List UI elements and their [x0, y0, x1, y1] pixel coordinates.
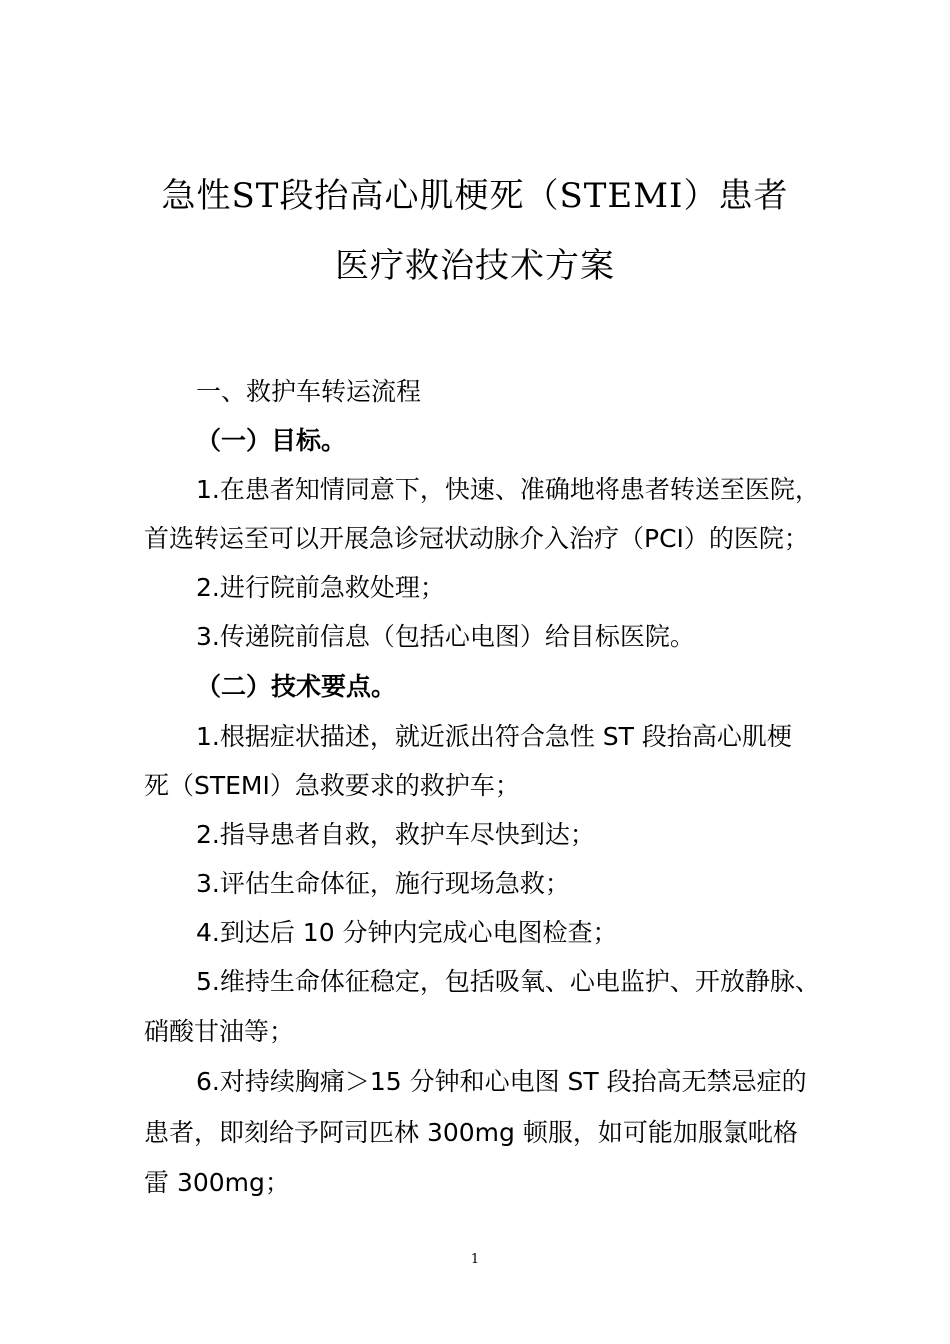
- key-point-6-line-1: 6.对持续胸痛＞15 分钟和心电图 ST 段抬高无禁忌症的: [196, 1067, 807, 1096]
- key-point-3: 3.评估生命体征，施行现场急救；: [196, 869, 570, 898]
- subsection-heading-goals: （一）目标。: [196, 426, 347, 455]
- subsection-heading-key-points: （二）技术要点。: [196, 672, 397, 701]
- key-point-6-line-2: 患者，即刻给予阿司匹林 300mg 顿服，如可能加服氯吡格: [144, 1118, 798, 1147]
- key-point-5-line-2: 硝酸甘油等；: [144, 1017, 295, 1046]
- goal-item-3: 3.传递院前信息（包括心电图）给目标医院。: [196, 622, 695, 651]
- document-title-line-2: 医疗救治技术方案: [335, 246, 615, 286]
- key-point-6-line-3: 雷 300mg；: [144, 1168, 290, 1197]
- key-point-4: 4.到达后 10 分钟内完成心电图检查；: [196, 918, 618, 947]
- goal-item-2: 2.进行院前急救处理；: [196, 573, 445, 602]
- goal-item-1-line-2: 首选转运至可以开展急诊冠状动脉介入治疗（PCI）的医院；: [144, 524, 809, 553]
- key-point-5-line-1: 5.维持生命体征稳定，包括吸氧、心电监护、开放静脉、: [196, 967, 820, 996]
- key-point-2: 2.指导患者自救，救护车尽快到达；: [196, 820, 595, 849]
- key-point-1-line-1: 1.根据症状描述，就近派出符合急性 ST 段抬高心肌梗: [196, 722, 792, 751]
- key-point-1-line-2: 死（STEMI）急救要求的救护车；: [144, 771, 520, 800]
- section-heading: 一、救护车转运流程: [196, 377, 422, 406]
- page-number: 1: [470, 1252, 480, 1267]
- document-title-line-1: 急性ST段抬高心肌梗死（STEMI）患者: [161, 176, 789, 216]
- goal-item-1-line-1: 1.在患者知情同意下，快速、准确地将患者转送至医院，: [196, 475, 820, 504]
